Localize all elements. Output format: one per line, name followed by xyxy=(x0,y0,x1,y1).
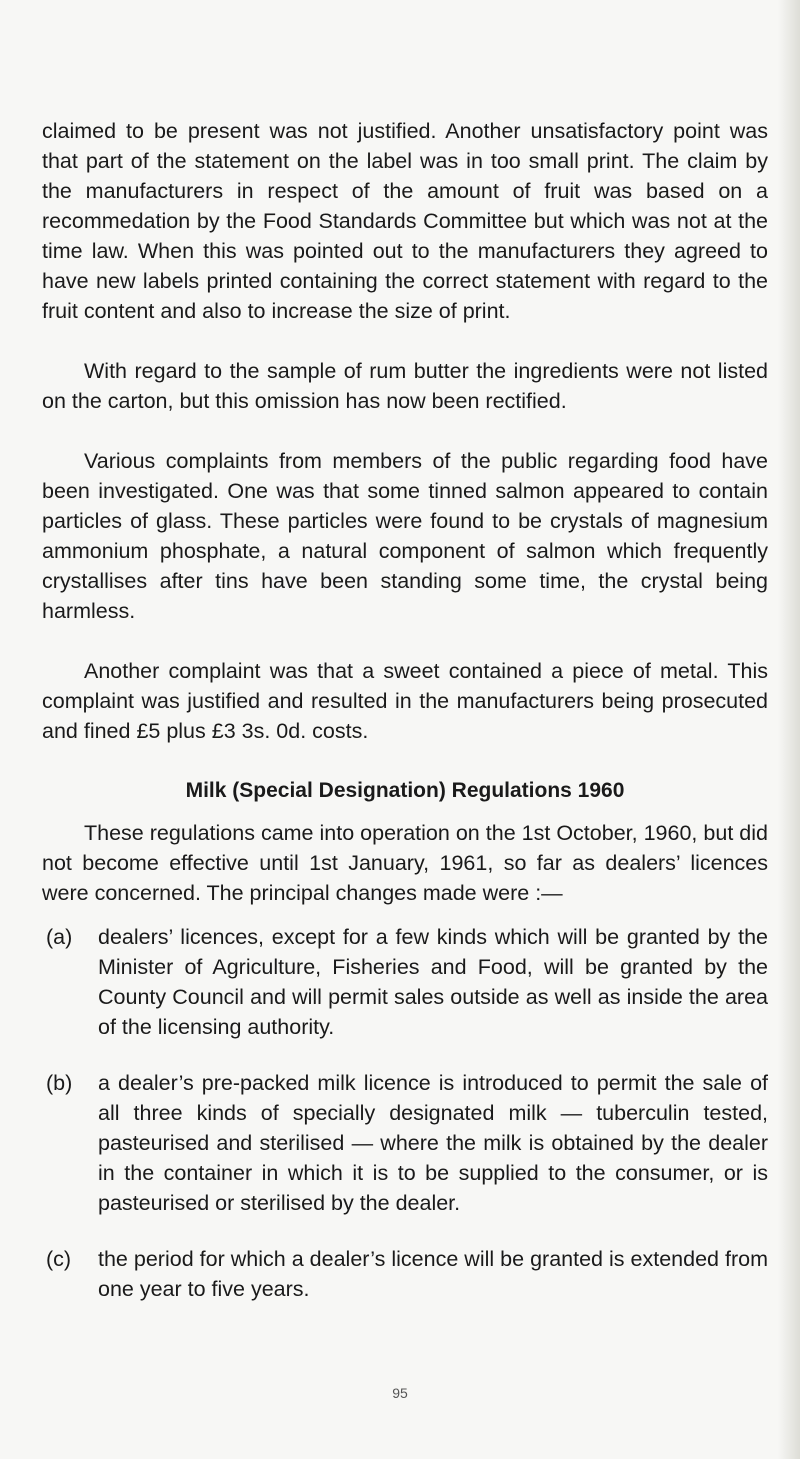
list-marker: (c) xyxy=(46,1247,72,1271)
section-intro: These regulations came into operation on the 1st October, 1960, but did not become effective until 1st January, 1961, so far as dealers’ licences were concerned. The principal changes made were :— xyxy=(42,821,768,905)
list-marker: (b) xyxy=(46,1071,73,1095)
paragraph-fruit-claim: claimed to be present was not justified. Another unsatisfactory point was that part of the statement on the label was in too small print. The claim by the manufacturers in respect of the amount of fruit was based on a recommedation by the Food Standards Committee but which was not at the time law. When this was pointed out to the manufacturers they agreed to have new labels printed containing the correct statement with regard to the fruit content and also to increase the size of print. xyxy=(42,119,768,323)
list-item-text: the period for which a dealer’s licence will be granted is extended from one year to five years. xyxy=(98,1247,768,1301)
paragraph-sweet-complaint: Another complaint was that a sweet contained a piece of metal. This complaint was justified and resulted in the manufacturers being prosecuted and fined £5 plus £3 3s. 0d. costs. xyxy=(42,659,768,743)
section-heading: Milk (Special Designation) Regulations 1960 xyxy=(185,779,625,802)
changes-list xyxy=(42,922,768,1304)
page-number: 95 xyxy=(392,1385,408,1401)
list-item-text: dealers’ licences, except for a few kinds which will be granted by the Minister of Agriculture, Fisheries and Food, will be granted by the County Council and will permit sales outside as well as inside the area of the licensing authority. xyxy=(98,925,768,1039)
list-marker: (a) xyxy=(46,925,73,949)
document-page xyxy=(42,116,768,1304)
list-item-a xyxy=(42,922,768,1042)
list-item-b xyxy=(42,1068,768,1218)
list-item-text: a dealer’s pre-packed milk licence is introduced to permit the sale of all three kinds of specially designated milk — tuberculin tested, pasteurised and sterilised — where the milk is obtained by the dealer in the container in which it is to be supplied to the consumer, or is pasteurised or sterilised by the dealer. xyxy=(98,1071,768,1215)
paragraph-salmon-complaint: Various complaints from members of the public regarding food have been investigated. One was that some tinned salmon appeared to contain particles of glass. These particles were found to be crystals of magnesium ammonium phosphate, a natural component of salmon which frequently crystallises after tins have been standing some time, the crystal being harmless. xyxy=(42,449,768,623)
paragraph-rum-butter: With regard to the sample of rum butter the ingredients were not listed on the carton, but this omission has now been rectified. xyxy=(42,359,768,413)
milk-regulations-section xyxy=(42,776,768,1304)
page-edge-shadow xyxy=(778,0,800,1459)
list-item-c xyxy=(42,1244,768,1304)
